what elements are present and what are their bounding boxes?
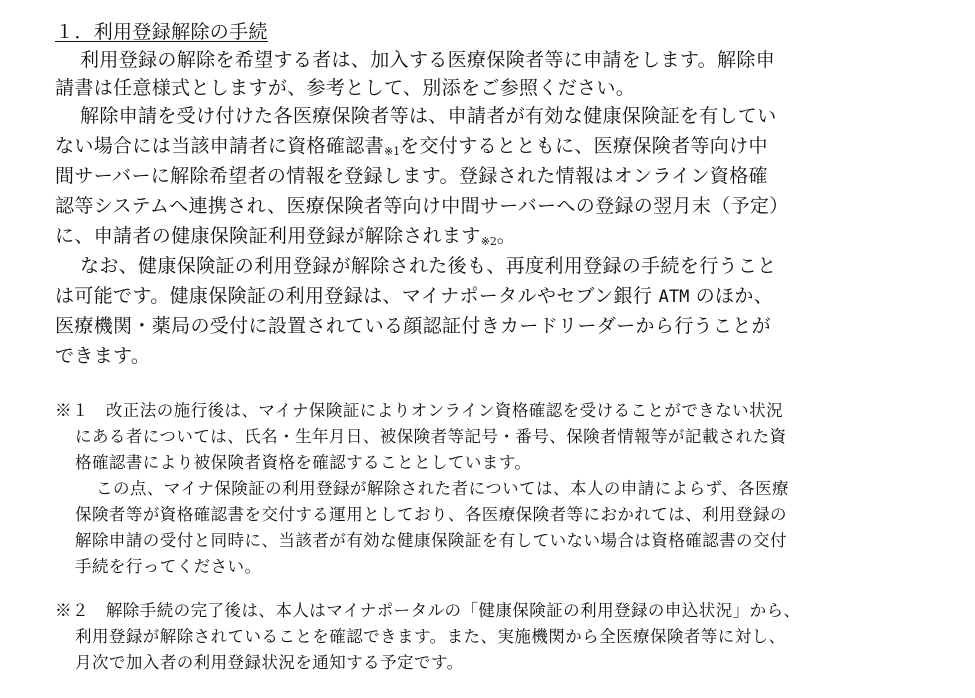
atm-text: ATM (658, 287, 690, 307)
line-text: のほか、 (689, 285, 774, 307)
line-text: を交付するとともに、医療保険者等向け中 (400, 135, 768, 157)
footnote-line: 利用登録が解除されていることを確認できます。また、実施機関から全医療保険者等に対し、 (75, 627, 786, 646)
line-text: 。 (496, 225, 517, 247)
footnote-line: にある者については、氏名・生年月日、被保険者等記号・番号、保険者情報等が記載された資 (75, 427, 787, 446)
footnote-ref-2: ※2 (480, 235, 497, 248)
paragraph-line: 解除申請を受け付けた各医療保険者等は、申請者が有効な健康保険証を有してい (80, 105, 777, 127)
paragraph-line: 間サーバーに解除希望者の情報を登録します。登録された情報はオンライン資格確 (55, 165, 768, 187)
footnote-line: この点、マイナ保険証の利用登録が解除された者については、本人の申請によらず、各医療 (96, 479, 789, 498)
line-text: は可能です。健康保険証の利用登録は、マイナポータルやセブン銀行 (55, 285, 659, 307)
paragraph-line (55, 224, 516, 254)
paragraph-line (55, 134, 768, 164)
paragraph-line: 医療機関・薬局の受付に設置されている顔認証付きカードリーダーから行うことが (55, 315, 771, 337)
paragraph-line: できます。 (55, 345, 151, 367)
paragraph-line (55, 284, 773, 309)
footnote-ref-1: ※1 (383, 145, 401, 158)
paragraph-line: 認等システムへ連携され、医療保険者等向け中間サーバーへの登録の翌月末（予定） (55, 195, 789, 217)
footnote-line: 解除申請の受付と同時に、当該者が有効な健康保険証を有していない場合は資格確認書の交付 (75, 531, 787, 550)
footnote-line: 手続を行ってください。 (75, 557, 262, 576)
footnote-line: 保険者等が資格確認書を交付する運用としており、各医療保険者等におかれては、利用登録の (75, 505, 787, 524)
paragraph-line: なお、健康保険証の利用登録が解除された後も、再度利用登録の手続を行うこと (80, 255, 777, 277)
section-title: １．利用登録解除の手続 (55, 21, 268, 43)
footnote-line: 格確認書により被保険者資格を確認することとしています。 (75, 453, 532, 472)
line-text: に、申請者の健康保険証利用登録が解除されます (55, 225, 481, 247)
footnote-line: ※１ 改正法の施行後は、マイナ保険証によりオンライン資格確認を受けることができない状況 (55, 401, 784, 420)
footnote-line: ※２ 解除手続の完了後は、本人はマイナポータルの「健康保険証の利用登録の申込状況」から、 (55, 601, 801, 620)
paragraph-line: 請書は任意様式としますが、参考として、別添をご参照ください。 (55, 77, 636, 99)
line-text: ない場合には当該申請者に資格確認書 (55, 135, 384, 157)
footnote-line: 月次で加入者の利用登録状況を通知する予定です。 (75, 653, 464, 672)
paragraph-line: 利用登録の解除を希望する者は、加入する医療保険者等に申請をします。解除申 (80, 49, 776, 71)
